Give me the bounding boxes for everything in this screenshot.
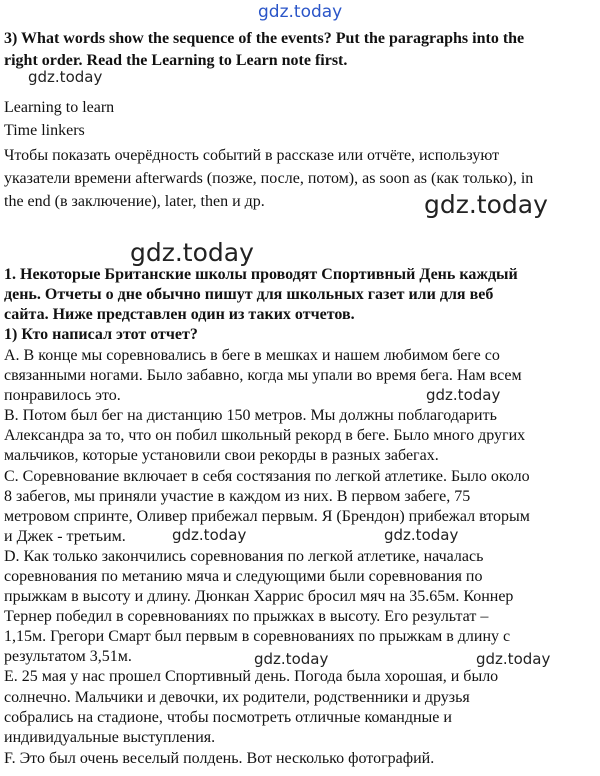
paragraph-e-line: собрались на стадионе, чтобы посмотреть отличные командные и [4, 709, 452, 726]
watermark: gdz.today [28, 68, 103, 86]
paragraph-c-line: метровом спринте, Оливер прибежал первым. Я (Брендон) прибежал вторым [4, 508, 530, 525]
task-heading-line: right order. Read the Learning to Learn note first. [4, 52, 348, 69]
note-text-line: Чтобы показать очерёдность событий в рассказе или отчёте, используют [4, 147, 500, 164]
paragraph-b-line: B. Потом был бег на дистанцию 150 метров. Мы должны поблагодарить [4, 407, 497, 424]
paragraph-e-line: солнечно. Мальчики и девочки, их родители, родственники и друзья [4, 689, 470, 706]
watermark: gdz.today [254, 650, 329, 668]
paragraph-b-line: мальчиков, которые установили свои рекорды в разных забегах. [4, 447, 439, 464]
section-question: 1) Кто написал этот отчет? [4, 326, 198, 343]
task-heading-line: 3) What words show the sequence of the events? Put the paragraphs into the [4, 30, 525, 47]
paragraph-e-line: индивидуальные выступления. [4, 729, 216, 746]
section-heading-line: сайта. Ниже представлен один из таких отчетов. [4, 306, 355, 323]
watermark: gdz.today [424, 190, 548, 219]
paragraph-c-line: 8 забегов, мы приняли участие в каждом из них. В первом забеге, 75 [4, 488, 471, 505]
paragraph-a-line: A. В конце мы соревновались в беге в мешках и нашем любимом беге со [4, 347, 500, 364]
paragraph-a-line: понравилось это. [4, 387, 121, 404]
paragraph-d-line: 1,15м. Грегори Смарт был первым в соревнованиях по прыжкам в длину с [4, 628, 511, 645]
note-text-line: the end (в заключение), later, then и др. [4, 193, 265, 210]
paragraph-c-line: и Джек - третьим. [4, 528, 126, 545]
watermark: gdz.today [476, 650, 551, 668]
section-heading-line: 1. Некоторые Британские школы проводят Спортивный День каждый [4, 266, 518, 283]
watermark: gdz.today [384, 526, 459, 544]
paragraph-c-line: C. Соревнование включает в себя состязания по легкой атлетике. Было около [4, 468, 530, 485]
watermark: gdz.today [172, 526, 247, 544]
paragraph-f-line: F. Это был очень веселый полдень. Вот несколько фотографий. [4, 750, 435, 767]
paragraph-d-line: прыжкам в высоту и длину. Дюнкан Харрис бросил мяч на 35.65м. Коннер [4, 588, 514, 605]
watermark: gdz.today [426, 386, 501, 404]
paragraph-d-line: результатом 3,51м. [4, 648, 132, 665]
watermark-top: gdz.today [258, 2, 343, 22]
note-title: Learning to learn [4, 99, 115, 116]
note-subtitle: Time linkers [4, 122, 85, 139]
watermark: gdz.today [130, 238, 254, 267]
paragraph-d-line: соревнования по метанию мяча и следующими были соревнования по [4, 568, 483, 585]
paragraph-d-line: D. Как только закончились соревнования по легкой атлетике, началась [4, 548, 484, 565]
paragraph-b-line: Александра за то, что он побил школьный рекорд в беге. Было много других [4, 427, 526, 444]
paragraph-e-line: E. 25 мая у нас прошел Спортивный день. Погода была хорошая, и было [4, 668, 499, 685]
paragraph-d-line: Тернер победил в соревнованиях по прыжках в высоту. Его результат – [4, 608, 489, 625]
note-text-line: указатели времени afterwards (позже, после, потом), as soon as (как только), in [4, 170, 534, 187]
section-heading-line: день. Отчеты о дне обычно пишут для школьных газет или для веб [4, 286, 494, 303]
paragraph-a-line: связанными ногами. Было забавно, когда мы упали во время бега. Нам всем [4, 367, 522, 384]
